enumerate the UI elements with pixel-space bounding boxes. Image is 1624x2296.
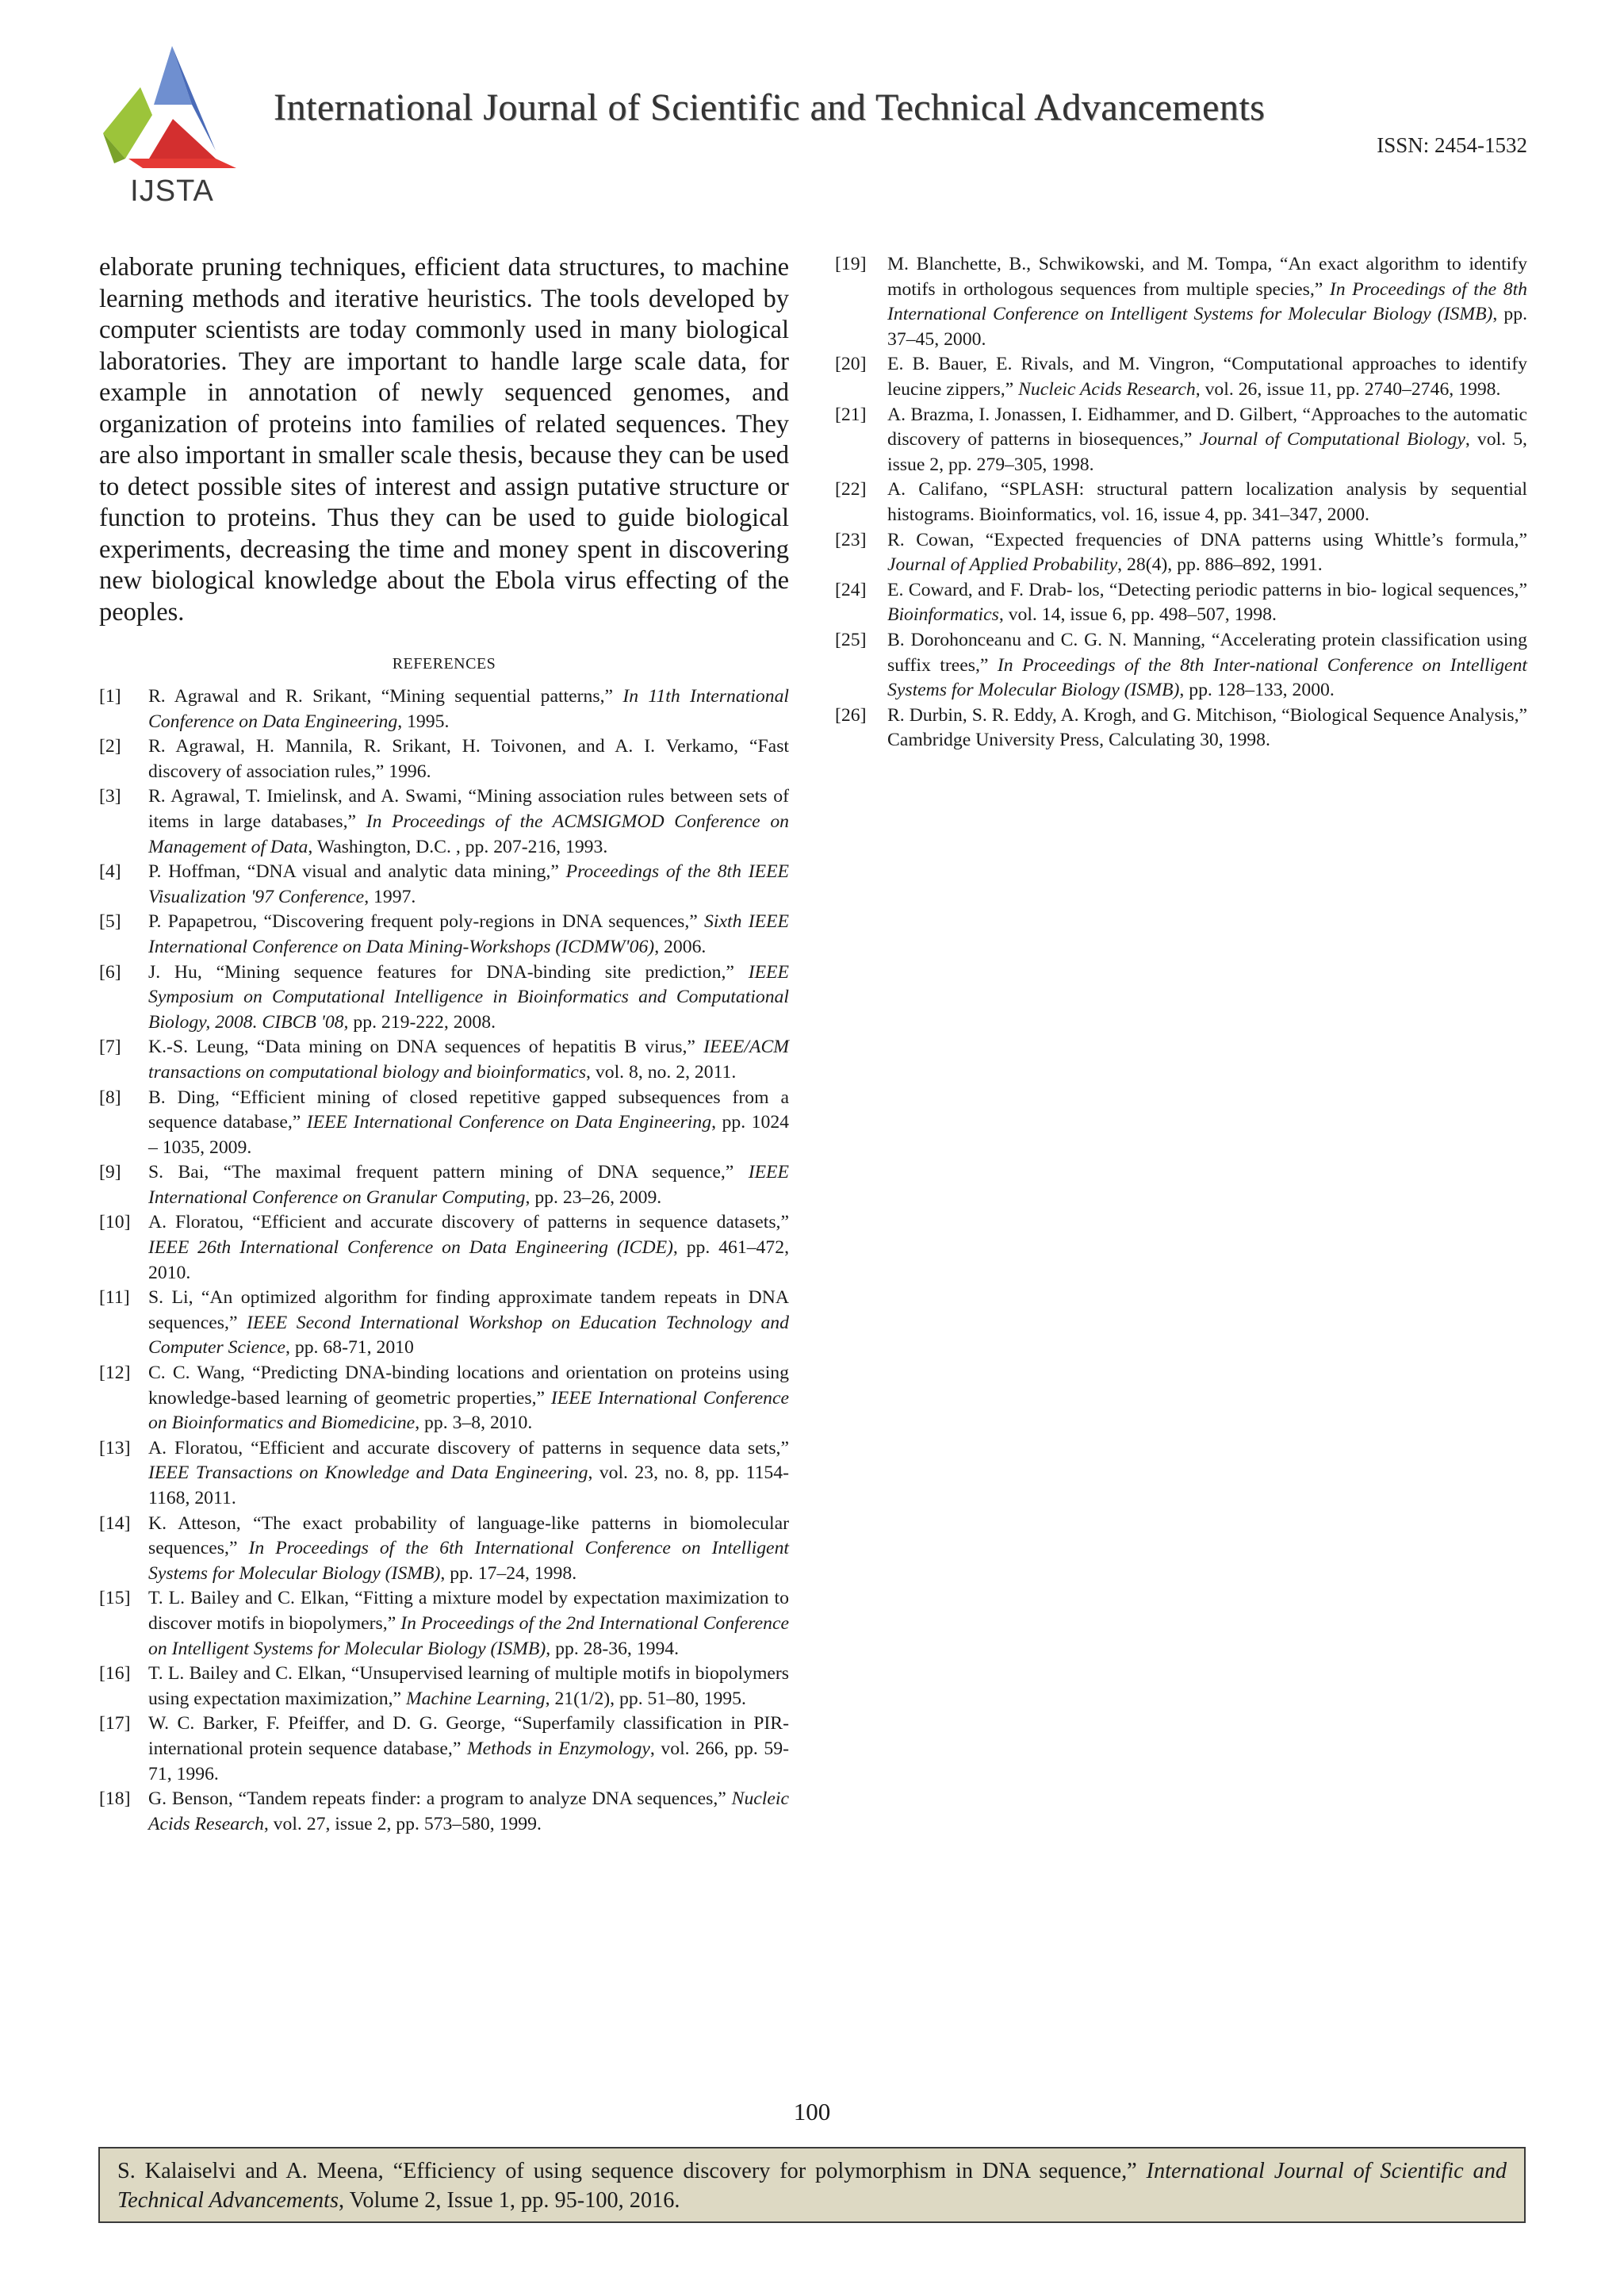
reference-text <box>148 1361 789 1436</box>
reference-item <box>99 1512 789 1587</box>
reference-part: R. Agrawal and R. Srikant, “Mining sequential patterns,” <box>148 686 623 707</box>
reference-text <box>887 528 1527 578</box>
reference-source: IEEE International Conference on Bioinformatics and Biomedicine <box>148 1387 790 1434</box>
reference-number: [8] <box>99 1087 121 1108</box>
reference-text <box>148 1210 789 1286</box>
reference-text <box>148 684 789 734</box>
reference-text <box>148 1086 789 1161</box>
reference-part: S. Li, “An optimized algorithm for finding approximate tandem repeats in DNA sequences,” <box>148 1287 789 1333</box>
reference-part: A. Floratou, “Efficient and accurate discovery of patterns in sequence datasets,” <box>148 1212 789 1233</box>
reference-item <box>835 528 1527 578</box>
reference-source: In Proceedings of the 8th Inter-national Conference on Intelligent Systems for Molecular Biology (ISMB) <box>887 654 1527 701</box>
reference-item <box>99 1662 789 1711</box>
reference-part: , vol. 26, issue 11, pp. 2740–2746, 1998. <box>1195 378 1501 400</box>
reference-number: [16] <box>99 1663 131 1685</box>
reference-part: , 1995. <box>397 711 450 732</box>
reference-item <box>835 252 1527 352</box>
references-heading <box>99 649 789 675</box>
reference-source: IEEE Second International Workshop on Education Technology and Computer Science <box>148 1312 789 1359</box>
reference-item <box>99 960 789 1036</box>
body-paragraph: elaborate pruning techniques, efficient data structures, to machine learning methods and iterative heuristics. The tools developed by computer scientists are today commonly used in many biological laboratories. They are important to handle large scale data, for example in annotation of newly sequenced genomes, and organization of proteins into families of related sequences. They are also important in smaller scale thesis, because they can be used to detect possible sites of interest and assign putative structure or function to proteins. Thus they can be used to guide biological experiments, decreasing the time and money spent in discovering new biological knowledge about the Ebola virus effecting of the peoples. <box>99 253 789 627</box>
reference-source: Nucleic Acids Research <box>148 1788 789 1834</box>
page-number: 100 <box>793 2098 831 2125</box>
reference-item <box>99 1086 789 1161</box>
reference-text <box>148 734 789 784</box>
reference-number: [7] <box>99 1037 121 1058</box>
reference-part: A. Brazma, I. Jonassen, I. Eidhammer, and D. Gilbert, “Approaches to the automatic discovery of patterns in biosequences,” <box>887 404 1527 450</box>
citation-text: S. Kalaiselvi and A. Meena, “Efficiency of using sequence discovery for polymorphism in DNA sequence,” <box>117 2159 1147 2183</box>
reference-text <box>148 1787 789 1837</box>
reference-number: [9] <box>99 1162 121 1183</box>
reference-part: , pp. 128–133, 2000. <box>1179 680 1335 701</box>
right-column <box>835 252 1527 753</box>
reference-part: M. Blanchette, B., Schwikowski, and M. Tompa, “An exact algorithm to identify motifs in orthologous sequences from multiple species,” <box>887 254 1527 300</box>
reference-item <box>99 1210 789 1286</box>
reference-source: IEEE Symposium on Computational Intelligence in Bioinformatics and Computational Biology, 2008. CIBCB '08, <box>148 961 789 1033</box>
reference-number: [3] <box>99 786 121 807</box>
reference-number: [23] <box>835 529 867 550</box>
citation-details: , Volume 2, Issue 1, pp. 95-100, 2016. <box>338 2188 680 2213</box>
reference-item <box>99 784 789 860</box>
journal-title: International Journal of Scientific and Technical Advancements <box>274 86 1266 128</box>
reference-source: Machine Learning <box>405 1688 546 1709</box>
reference-part: , pp. 461–472, 2010. <box>148 1237 789 1283</box>
reference-item <box>835 578 1527 628</box>
reference-part: C. C. Wang, “Predicting DNA-binding locations and orientation on proteins using knowledge-based learning of geometric properties,” <box>148 1363 789 1409</box>
reference-text <box>148 1586 789 1662</box>
reference-source: In Proceedings of the 2nd International Conference on Intelligent Systems for Molecular Biology (ISMB) <box>148 1612 789 1659</box>
reference-part: G. Benson, “Tandem repeats finder: a program to analyze DNA sequences,” <box>148 1788 732 1810</box>
reference-part: , pp. 23–26, 2009. <box>525 1186 662 1208</box>
reference-item <box>99 1436 789 1512</box>
reference-text <box>887 703 1527 753</box>
reference-number: [19] <box>835 254 867 274</box>
reference-text <box>148 1436 789 1512</box>
logo-triangle-icon <box>97 40 244 174</box>
reference-number: [22] <box>835 479 867 500</box>
reference-number: [14] <box>99 1512 131 1534</box>
reference-item <box>99 1711 789 1787</box>
reference-part: , vol. 266, pp. 59-71, 1996. <box>148 1738 789 1784</box>
reference-part: , Washington, D.C. , pp. 207-216, 1993. <box>308 836 608 857</box>
reference-part: R. Cowan, “Expected frequencies of DNA patterns using Whittle’s formula,” <box>887 529 1527 550</box>
reference-part: , pp. 68-71, 2010 <box>285 1337 414 1359</box>
reference-part: , pp. 37–45, 2000. <box>887 304 1527 350</box>
reference-text <box>148 860 789 910</box>
reference-item <box>99 910 789 960</box>
reference-part: R. Agrawal, T. Imielinsk, and A. Swami, “Mining association rules between sets of items in large databases,” <box>148 786 789 832</box>
reference-number: [20] <box>835 354 867 375</box>
reference-source: Proceedings of the 8th IEEE Visualization '97 Conference <box>148 861 790 907</box>
reference-number: [25] <box>835 629 867 650</box>
reference-source: In Proceedings of the 6th International Conference on Intelligent Systems for Molecular Biology (ISMB) <box>148 1538 789 1584</box>
reference-number: [11] <box>99 1287 130 1309</box>
left-column <box>99 252 789 1837</box>
issn: ISSN: 2454-1532 <box>1377 133 1527 157</box>
reference-part: , vol. 14, issue 6, pp. 498–507, 1998. <box>998 604 1277 626</box>
reference-number: [6] <box>99 961 121 983</box>
reference-source: Sixth IEEE International Conference on Data Mining-Workshops (ICDMW'06) <box>148 911 789 957</box>
reference-number: [26] <box>835 704 867 726</box>
reference-part: E. Coward, and F. Drab- los, “Detecting periodic patterns in bio- logical sequences,” <box>887 579 1527 600</box>
reference-item <box>835 403 1527 478</box>
reference-source: IEEE 26th International Conference on Data Engineering (ICDE) <box>148 1237 673 1259</box>
reference-part: , 21(1/2), pp. 51–80, 1995. <box>545 1688 746 1709</box>
reference-text <box>148 1662 789 1711</box>
reference-part: K. Atteson, “The exact probability of language-like patterns in biomolecular sequences,” <box>148 1512 789 1559</box>
reference-number: [2] <box>99 736 121 757</box>
reference-part: K.-S. Leung, “Data mining on DNA sequences of hepatitis B virus,” <box>148 1037 704 1058</box>
reference-source: IEEE International Conference on Data Engineering <box>306 1112 712 1133</box>
reference-part: R. Agrawal, H. Mannila, R. Srikant, H. Toivonen, and A. I. Verkamo, “Fast discovery of association rules,” 1996. <box>148 736 789 782</box>
reference-part: W. C. Barker, F. Pfeiffer, and D. G. George, “Superfamily classification in PIR-international protein sequence database,” <box>148 1713 789 1759</box>
reference-text <box>887 578 1527 628</box>
reference-number: [5] <box>99 911 121 933</box>
reference-part: P. Papapetrou, “Discovering frequent poly-regions in DNA sequences,” <box>148 911 705 933</box>
reference-part: A. Floratou, “Efficient and accurate discovery of patterns in sequence data sets,” <box>148 1437 789 1458</box>
journal-logo <box>97 40 244 210</box>
reference-part: , 2006. <box>654 936 707 957</box>
reference-text <box>148 960 789 1036</box>
reference-number: [24] <box>835 579 867 600</box>
reference-text <box>887 352 1527 402</box>
reference-number: [1] <box>99 686 121 707</box>
reference-item <box>99 1286 789 1361</box>
reference-item <box>99 1787 789 1837</box>
reference-text <box>887 252 1527 352</box>
reference-item <box>99 1586 789 1662</box>
reference-item <box>99 1035 789 1085</box>
reference-part: , vol. 8, no. 2, 2011. <box>586 1061 737 1083</box>
reference-text <box>887 477 1527 527</box>
reference-source: Journal of Computational Biology <box>1199 429 1465 450</box>
reference-part: , vol. 27, issue 2, pp. 573–580, 1999. <box>263 1813 542 1834</box>
reference-item <box>99 734 789 784</box>
reference-text <box>887 628 1527 703</box>
reference-part: , vol. 23, no. 8, pp. 1154-1168, 2011. <box>148 1462 790 1508</box>
reference-part: S. Bai, “The maximal frequent pattern mining of DNA sequence,” <box>148 1162 749 1183</box>
reference-part: , pp. 17–24, 1998. <box>440 1562 577 1584</box>
reference-source: In Proceedings of the 8th International Conference on Intelligent Systems for Molecular Biology (ISMB) <box>887 278 1527 325</box>
references-heading-text: references <box>392 649 496 674</box>
reference-item <box>835 703 1527 753</box>
reference-text <box>148 784 789 860</box>
reference-number: [4] <box>99 861 121 883</box>
reference-item <box>99 860 789 910</box>
reference-item <box>835 352 1527 402</box>
reference-number: [21] <box>835 404 867 425</box>
reference-part: J. Hu, “Mining sequence features for DNA-binding site prediction,” <box>148 961 749 983</box>
reference-part: pp. 219-222, 2008. <box>348 1011 496 1033</box>
reference-part: , vol. 5, issue 2, pp. 279–305, 1998. <box>887 429 1527 475</box>
references-list-left <box>99 684 789 1837</box>
reference-text <box>148 1160 789 1210</box>
reference-text <box>148 1035 789 1085</box>
reference-part: , pp. 28-36, 1994. <box>546 1638 680 1659</box>
reference-number: [12] <box>99 1363 131 1384</box>
reference-text <box>148 910 789 960</box>
reference-part: T. L. Bailey and C. Elkan, “Fitting a mixture model by expectation maximization to discover motifs in biopolymers,” <box>148 1588 789 1634</box>
reference-source: Bioinformatics <box>887 604 999 626</box>
reference-part: , 1997. <box>364 886 416 907</box>
reference-source: Journal of Applied Probability <box>887 554 1118 576</box>
reference-source: IEEE Transactions on Knowledge and Data Engineering <box>148 1462 588 1484</box>
citation-journal: International Journal of Scientific and Technical Advancements <box>117 2159 1507 2213</box>
reference-source: In Proceedings of the ACMSIGMOD Conference on Management of Data <box>148 811 790 857</box>
reference-part: E. B. Bauer, E. Rivals, and M. Vingron, “Computational approaches to identify leucine zippers,” <box>887 354 1527 400</box>
reference-text <box>148 1711 789 1787</box>
reference-text <box>887 403 1527 478</box>
reference-number: [15] <box>99 1588 131 1609</box>
reference-item <box>99 684 789 734</box>
reference-item <box>99 1361 789 1436</box>
reference-part: P. Hoffman, “DNA visual and analytic data mining,” <box>148 861 566 883</box>
citation-box <box>98 2147 1526 2223</box>
reference-source: Nucleic Acids Research <box>1018 378 1196 400</box>
reference-number: [18] <box>99 1788 131 1810</box>
reference-part: B. Ding, “Efficient mining of closed repetitive gapped subsequences from a sequence database,” <box>148 1087 789 1133</box>
reference-part: A. Califano, “SPLASH: structural pattern localization analysis by sequential histograms. Bioinformatics, vol. 16, issue 4, pp. 341–347, 2000. <box>887 479 1527 525</box>
reference-source: Methods in Enzymology <box>466 1738 650 1759</box>
reference-source: In 11th International Conference on Data Engineering <box>148 686 789 732</box>
reference-number: [13] <box>99 1437 131 1458</box>
logo-text: IJSTA <box>130 174 214 208</box>
reference-number: [17] <box>99 1713 131 1734</box>
reference-source: IEEE International Conference on Granular Computing <box>148 1162 789 1208</box>
reference-text <box>148 1286 789 1361</box>
reference-part: , pp. 3–8, 2010. <box>415 1412 533 1434</box>
reference-part: T. L. Bailey and C. Elkan, “Unsupervised learning of multiple motifs in biopolymers using expectation maximization,” <box>148 1663 789 1709</box>
reference-source: IEEE/ACM transactions on computational biology and bioinformatics <box>148 1037 789 1083</box>
reference-number: [10] <box>99 1212 131 1233</box>
reference-item <box>835 477 1527 527</box>
references-list-right <box>835 252 1527 753</box>
reference-part: , 28(4), pp. 886–892, 1991. <box>1117 554 1323 576</box>
reference-text <box>148 1512 789 1587</box>
reference-part: , pp. 1024 – 1035, 2009. <box>148 1112 790 1158</box>
reference-item <box>835 628 1527 703</box>
reference-item <box>99 1160 789 1210</box>
reference-part: B. Dorohonceanu and C. G. N. Manning, “Accelerating protein classification using suffix trees,” <box>887 629 1527 676</box>
reference-part: R. Durbin, S. R. Eddy, A. Krogh, and G. Mitchison, “Biological Sequence Analysis,” Cambridge University Press, Calculating 30, 1998. <box>887 704 1527 751</box>
